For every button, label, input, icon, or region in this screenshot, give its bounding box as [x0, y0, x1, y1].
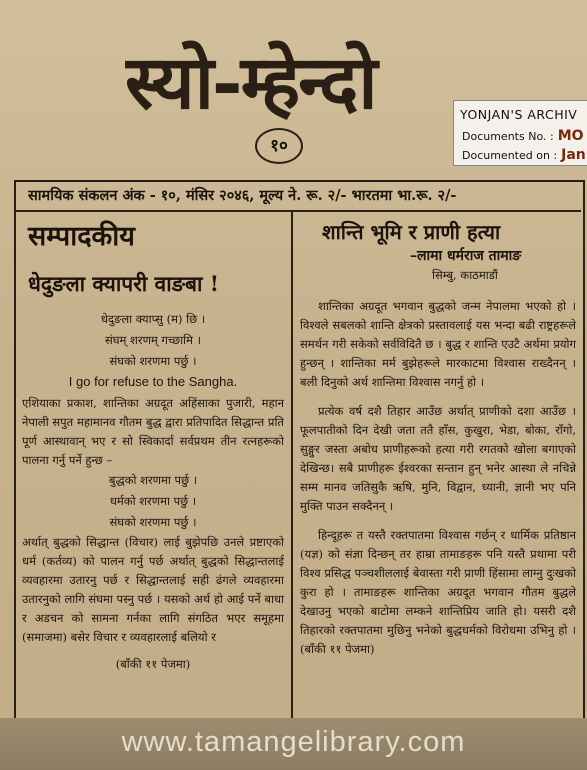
documents-no-value: MO	[557, 128, 584, 144]
editorial-paragraph: अर्थात् बुद्धको सिद्धान्त (विचार) लाई बुझेपछि उनले प्रष्टाएको धर्म (कर्तव्य) को पालन गर्नु पर्छ अर्थात् बुद्धको सिद्धान्तलाई व्यवहारमा उतारनु पर्छ र सिद्धान्तलाई सही ढंगले व्यवहारमा उतारनुको लागि संघमा पस्नु पर्छ । यसको अर्थ हो आई पर्ने बाधा र अडचन को सामना गर्नका लागि संगठित भएर समूहमा (समाजमा) बसेर विचार र व्यवहारलाई बलियो र	[22, 535, 284, 644]
editorial-subheading: धेदुङला क्यापरी वाङबा !	[28, 271, 220, 296]
documented-on-value: Jan	[561, 147, 586, 163]
continued-note: (बाँकी ११ पेजमा)	[115, 657, 191, 671]
editorial-heading: सम्पादकीय	[28, 221, 135, 252]
editorial-column	[22, 215, 284, 686]
masthead-title: स्यो-म्हेन्दो	[125, 40, 376, 126]
documented-on-row	[462, 147, 586, 163]
verse-line: संघम् शरणम् गच्छामि ।	[104, 333, 202, 347]
documents-no-label: Documents No. :	[462, 130, 554, 143]
verse-line: संघको शरणमा पर्छु ।	[109, 354, 197, 368]
article-author: –लामा धर्मराज तामाङ	[410, 248, 522, 264]
verse-line: बुद्धको शरणमा पर्छु ।	[108, 473, 198, 487]
documented-on-label: Documented on :	[462, 149, 558, 162]
article-paragraph: प्रत्येक वर्ष दशै तिहार आउँछ अर्थात् प्राणीको दशा आउँछ । फूलपातीको दिन देखी जता ततै हाँस, कुखुरा, भेडा, बोका, राँगो, सुङ्गुर जस्ता अबोध प्राणीहरूको हत्या गरी रगतको खोला बगाएको देखिन्छ। सबै प्राणीहरू ईश्वरका सन्तान हुन् भनेर आस्था ले नचिन्ने सम्म मानव जतिसुकै ऋषि, मुनि, विद्वान, ध्यानी, ज्ञानी भए पनि मुक्ति पाउन सक्दैनन् ।	[300, 404, 576, 513]
verse-line: धर्मको शरणमा पर्छु ।	[109, 494, 197, 508]
english-translation: I go for refuse to the Sangha.	[68, 374, 238, 389]
archive-label	[453, 100, 587, 166]
column-divider	[291, 212, 293, 722]
article-paragraph: शान्तिका अग्रदूत भगवान बुद्धको जन्म नेपालमा भएको हो । विश्वले सबलको शान्ति क्षेत्रको प्रस्तावलाई यस भन्दा बढी राष्ट्रहरूले समर्थन गरी सकेको सर्वविदितै छ । बुद्ध र शान्ति एउटै अर्थमा प्रयोग हुन्छन् । शान्तिका मर्म बुझेहरूले मारकाटमा विश्वास राख्दैनन् । बली दिनुको अर्थ शान्तिमा विश्वास नगर्नु हो ।	[300, 299, 576, 389]
article-paragraph: हिन्दूहरू त यस्तै रक्तपातमा विश्वास गर्छन् र धार्मिक प्रतिष्ठान (यज्ञ) को संज्ञा दिन्छन् तर हाम्रा तामाङहरू पनि यस्तै प्रथामा परी विश्व प्रसिद्ध पञ्चशीललाई बेवास्ता गरी प्राणी हिंसामा लाग्नु दुःखको कुरा हो । तामाङहरू शान्तिका अग्रदूत भगवान गौतम बुद्धले देखाउनु भएको बाटोमा लम्कने शान्तिप्रिय जाति हो। यसरी दशै तिहारको रक्तपातमा मुछिनु भनेको बुद्धधर्मको विरोधमा उभिनु हो । (बाँकी ११ पेजमा)	[300, 528, 576, 656]
archive-title: YONJAN'S ARCHIV	[460, 107, 578, 122]
verse-line: धेदुङला क्याप्सु (म) छि ।	[100, 312, 206, 326]
verse-line: संघको शरणमा पर्छु ।	[109, 515, 197, 529]
issue-info-line: सामयिक संकलन अंक - १०, मंसिर २०४६, मूल्य ने. रू. २/- भारतमा भा.रू. २/-	[28, 187, 457, 204]
horizontal-divider	[14, 210, 581, 212]
article-column	[300, 215, 576, 669]
watermark-url: www.tamangelibrary.com	[121, 726, 466, 758]
editorial-paragraph: एशियाका प्रकाश, शान्तिका अग्रदूत अहिंसाका पुजारी, महान नेपाली सपुत महामानव गौतम बुद्ध द्वारा प्रतिपादित सिद्धान्त प्रति पूर्ण आस्थावान् भए र सो स्विकार्दा सर्वप्रथम तीन रत्नहरूको पालना गर्नु पर्ने हुन्छ –	[22, 396, 284, 467]
article-heading: शान्ति भूमि र प्राणी हत्या	[322, 220, 501, 244]
article-place: सिम्बु, काठमाडौं	[432, 268, 498, 282]
documents-no-row	[462, 128, 584, 144]
issue-number-badge: १०	[255, 128, 303, 164]
